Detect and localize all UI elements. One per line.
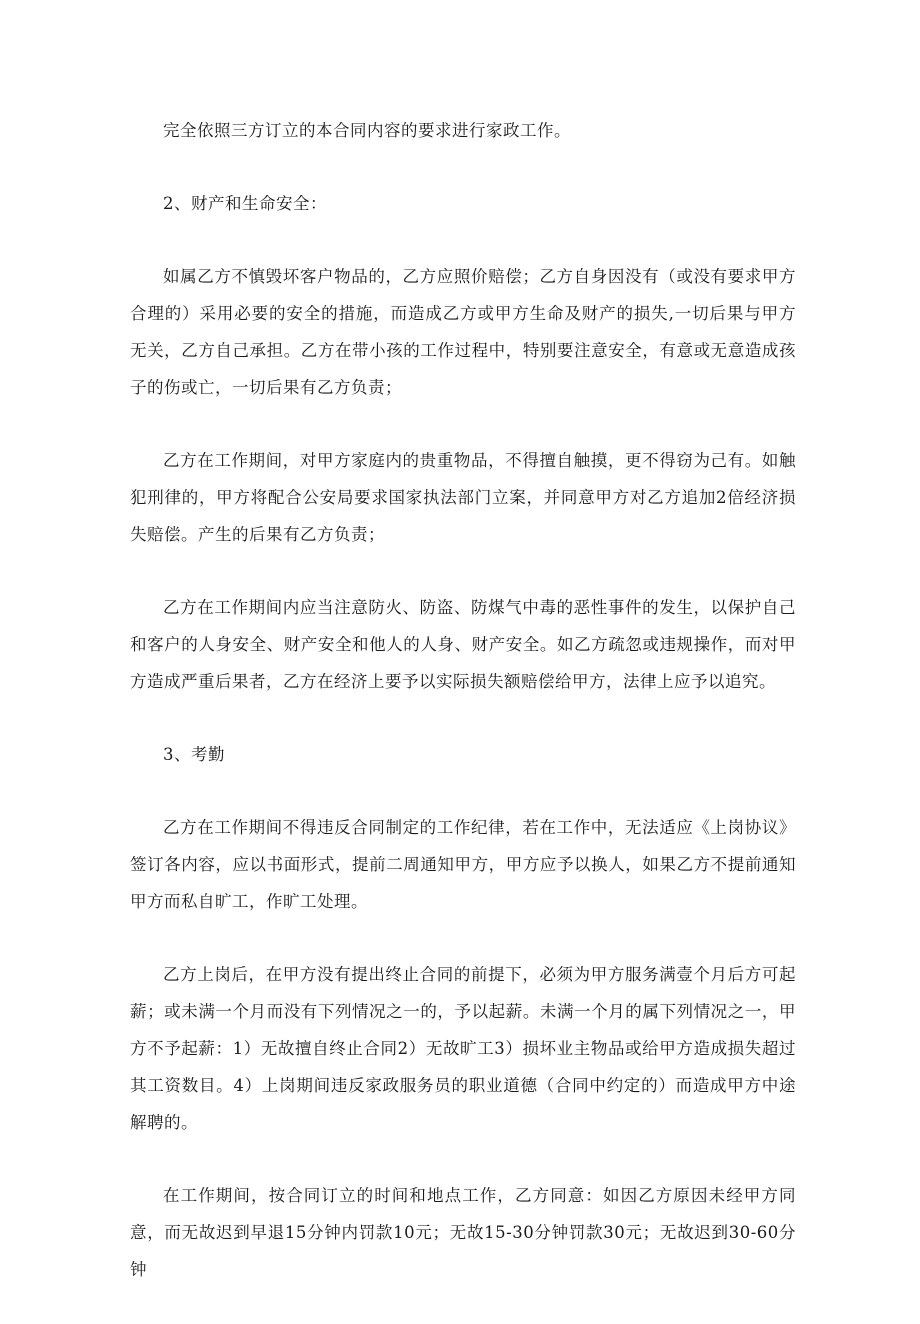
section-heading-attendance: 3、考勤 <box>163 745 225 764</box>
paragraph-intro: 完全依照三方订立的本合同内容的要求进行家政工作。 <box>163 121 571 140</box>
paragraph-work-discipline: 乙方在工作期间不得违反合同制定的工作纪律，若在工作中，无法适应《上岗协议》签订各内容，应以书面形式，提前二周通知甲方，甲方应予以换人，如果乙方不提前通知甲方而私自旷工，作旷工处理。 <box>130 818 796 911</box>
section-heading-property-safety: 2、财产和生命安全： <box>163 194 327 213</box>
paragraph-valuables: 乙方在工作期间，对甲方家庭内的贵重物品，不得擅自触摸，更不得窃为己有。如触犯刑律的，甲方将配合公安局要求国家执法部门立案，并同意甲方对乙方追加2倍经济损失赔偿。产生的后果有乙方负责； <box>130 451 796 544</box>
paragraph-salary-start: 乙方上岗后，在甲方没有提出终止合同的前提下，必须为甲方服务满壹个月后方可起薪；或未满一个月而没有下列情况之一的，予以起薪。未满一个月的属下列情况之一，甲方不予起薪：1）无故擅自终止合同2）无故旷工3）损坏业主物品或给甲方造成损失超过其工资数目。4）上岗期间违反家政服务员的职业道德（合同中约定的）而造成甲方中途解聘的。 <box>130 965 796 1132</box>
document-body <box>130 112 796 1324</box>
paragraph-lateness-fines: 在工作期间，按合同订立的时间和地点工作，乙方同意：如因乙方原因未经甲方同意，而无故迟到早退15分钟内罚款10元；无故15-30分钟罚款30元；无故迟到30-60分钟 <box>130 1186 796 1279</box>
paragraph-damage-compensation: 如属乙方不慎毁坏客户物品的，乙方应照价赔偿；乙方自身因没有（或没有要求甲方合理的）采用必要的安全的措施，而造成乙方或甲方生命及财产的损失,一切后果与甲方无关，乙方自己承担。乙方在带小孩的工作过程中，特别要注意安全，有意或无意造成孩子的伤或亡，一切后果有乙方负责； <box>130 267 796 397</box>
paragraph-fire-theft-safety: 乙方在工作期间内应当注意防火、防盗、防煤气中毒的恶性事件的发生，以保护自己和客户的人身安全、财产安全和他人的人身、财产安全。如乙方疏忽或违规操作，而对甲方造成严重后果者，乙方在经济上要予以实际损失额赔偿给甲方，法律上应予以追究。 <box>130 598 796 691</box>
